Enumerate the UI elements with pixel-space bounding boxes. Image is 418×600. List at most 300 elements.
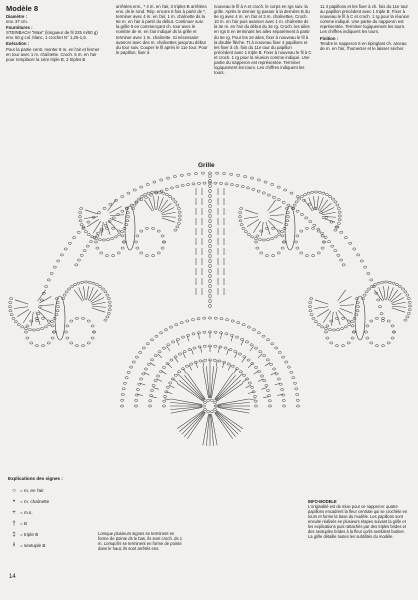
- stick-stitch: [108, 200, 116, 211]
- chain-stitch: [80, 254, 83, 256]
- chain-stitch: [282, 405, 285, 407]
- chain-stitch: [377, 282, 380, 284]
- chain-stitch: [365, 291, 368, 293]
- chain-stitch: [287, 204, 290, 206]
- chain-stitch: [339, 259, 342, 261]
- chain-stitch: [204, 359, 207, 361]
- chain-stitch: [215, 172, 218, 174]
- chain-stitch: [367, 288, 370, 290]
- stick-stitch: [175, 357, 179, 362]
- stick-stitch: [84, 217, 98, 219]
- chain-stitch: [313, 224, 316, 226]
- chain-stitch: [40, 328, 43, 330]
- chain-stitch: [47, 279, 50, 281]
- chain-stitch: [148, 405, 151, 407]
- stick-stitch: [388, 287, 393, 300]
- stick-stitch: [339, 296, 351, 303]
- chain-stitch: [330, 342, 333, 344]
- chain-stitch: [308, 306, 311, 308]
- chain-stitch: [392, 282, 395, 284]
- chain-stitch: [152, 255, 155, 257]
- chain-stitch: [82, 345, 85, 347]
- stick-stitch: [216, 380, 241, 401]
- chain-stitch: [45, 285, 48, 287]
- chain-stitch: [106, 239, 109, 241]
- legend-item: [8, 540, 94, 551]
- stick-stitch: [153, 196, 155, 210]
- chain-stitch: [337, 254, 340, 256]
- info-text: L'originalité est de mise pour ce napperon: quatre papillons encadrent la fleur centrale qui se crochète en tours et forme la base du modèle. Les papillons sont ensuite réalisés en plusieurs étapes suivant la grille et les explications puis rattachés par des triples brides et des sextuples brides à la fleur qu'ils semblent butiner. La grille détaille toutes les subtilités du modèle.: [308, 504, 408, 539]
- chain-stitch: [225, 333, 228, 335]
- chain-stitch: [293, 382, 296, 384]
- column-4-text: 11 4 papillons et les fixer à ch. fois du 11e tour au papillon précédent avec 1 triple B. Fixer à nouveau le fil à C et croch. 1 rg pour la réunion comme indiqué. Une partie du napperon est représentée. Terminer logiquement les tours. Les chiffres indiquent les tours.: [320, 4, 410, 35]
- chain-stitch: [388, 281, 391, 283]
- chain-stitch: [282, 394, 285, 396]
- chain-stitch: [80, 207, 83, 209]
- execution-text: Pour la partie centr. monter 8 m. en l'air et fermer en tour avec 1 m. chaînette. Croch. 5 m. en l'air pour remplacer la 1ère triple B, 2 triples B: [6, 46, 100, 62]
- chain-stitch: [75, 345, 78, 347]
- stick-stitch: [392, 308, 405, 312]
- stick-stitch: [235, 353, 238, 358]
- chain-stitch: [132, 361, 135, 363]
- chain-stitch: [329, 195, 332, 197]
- stick-stitch: [250, 346, 254, 351]
- info-title: INFO-MODELE: [308, 499, 337, 504]
- chain-stitch: [166, 386, 169, 388]
- chain-stitch: [209, 209, 212, 213]
- stick-stitch: [241, 340, 244, 345]
- chain-stitch: [240, 224, 243, 226]
- chain-stitch: [146, 183, 149, 185]
- chain-stitch: [296, 247, 299, 249]
- chain-stitch: [165, 188, 168, 190]
- chain-stitch: [203, 182, 206, 184]
- chain-stitch: [57, 260, 60, 262]
- chain-stitch: [351, 337, 354, 339]
- chain-stitch: [282, 399, 285, 401]
- chain-stitch: [338, 211, 341, 213]
- chain-stitch: [44, 326, 47, 328]
- chain-stitch: [286, 216, 289, 218]
- chain-stitch: [227, 363, 230, 365]
- chain-stitch: [366, 325, 369, 327]
- chain-stitch: [81, 281, 84, 283]
- stick-stitch: [228, 365, 231, 370]
- chain-stitch: [356, 306, 359, 308]
- chain-stitch: [363, 294, 366, 296]
- legend-item: [8, 485, 94, 496]
- stick-stitch: [165, 399, 171, 400]
- legend-item: [8, 518, 94, 529]
- chain-stitch: [209, 279, 212, 283]
- stick-stitch: [179, 380, 204, 401]
- stick-stitch: [304, 200, 312, 211]
- chain-stitch: [14, 321, 17, 323]
- stick-stitch: [31, 312, 33, 326]
- stick-stitch: [242, 379, 247, 383]
- chain-stitch: [178, 215, 181, 217]
- chain-stitch: [274, 236, 277, 238]
- chain-stitch: [133, 189, 136, 191]
- chain-stitch: [103, 207, 106, 209]
- chain-stitch: [187, 173, 190, 175]
- chain-stitch: [353, 317, 356, 319]
- chain-stitch: [231, 320, 234, 322]
- chain-stitch: [300, 230, 303, 232]
- stick-stitch: [391, 297, 404, 303]
- chain-stitch: [176, 226, 179, 228]
- chain-stitch: [342, 317, 345, 319]
- chain-stitch: [180, 174, 183, 176]
- chain-stitch: [8, 306, 11, 308]
- chain-stitch: [97, 212, 100, 214]
- chain-stitch: [336, 329, 339, 331]
- chain-stitch: [344, 237, 347, 239]
- chain-stitch: [122, 388, 125, 390]
- stick-stitch: [238, 373, 242, 377]
- chain-stitch: [380, 313, 383, 315]
- chain-stitch: [204, 401, 207, 403]
- butterfly-body: [355, 296, 365, 340]
- chain-stitch: [175, 324, 178, 326]
- chain-stitch: [91, 325, 94, 327]
- chain-stitch: [252, 188, 255, 190]
- stick-stitch: [387, 286, 389, 300]
- chain-stitch: [146, 343, 149, 345]
- chain-stitch: [171, 198, 174, 200]
- chain-stitch: [282, 356, 285, 358]
- chain-stitch: [370, 279, 373, 281]
- chain-stitch: [157, 230, 160, 232]
- chain-stitch: [282, 201, 285, 203]
- stick-stitch: [167, 346, 171, 351]
- chain-stitch: [326, 337, 329, 339]
- chain-stitch: [209, 264, 212, 268]
- execution-heading: Exécution :: [6, 41, 30, 47]
- finishing-heading: Finition :: [320, 35, 339, 41]
- chain-stitch: [244, 175, 247, 177]
- chain-stitch: [367, 272, 370, 274]
- chain-stitch: [112, 217, 115, 219]
- chain-stitch: [213, 401, 216, 403]
- chain-stitch: [12, 317, 15, 319]
- chain-stitch: [296, 235, 299, 237]
- chain-stitch: [209, 299, 212, 303]
- stick-stitch: [321, 207, 334, 213]
- chain-stitch: [408, 305, 411, 307]
- stick-stitch: [248, 364, 252, 368]
- chain-stitch: [321, 235, 324, 237]
- stick-stitch: [88, 287, 93, 300]
- stick-stitch: [184, 375, 205, 400]
- chain-stitch: [105, 255, 108, 257]
- chain-stitch: [192, 333, 195, 335]
- stick-stitch: [92, 308, 105, 312]
- chain-stitch: [144, 194, 147, 196]
- chain-stitch: [100, 252, 103, 254]
- chain-stitch: [176, 204, 179, 206]
- chain-stitch: [78, 216, 81, 218]
- chain-stitch: [257, 179, 260, 181]
- chain-stitch: [32, 329, 35, 331]
- circle-outline-icon: ○: [12, 487, 16, 494]
- chain-stitch: [135, 399, 138, 401]
- chain-stitch: [47, 320, 50, 322]
- chain-stitch: [372, 285, 375, 287]
- chain-stitch: [140, 230, 143, 232]
- chain-stitch: [30, 342, 33, 344]
- chain-stitch: [181, 336, 184, 338]
- chain-stitch: [308, 203, 311, 205]
- chain-stitch: [317, 323, 320, 325]
- chain-stitch: [174, 356, 177, 358]
- chain-stitch: [381, 320, 384, 322]
- stick-stitch: [392, 306, 406, 307]
- chain-stitch: [310, 297, 313, 299]
- chain-stitch: [87, 233, 90, 235]
- stick-stitch: [144, 200, 152, 211]
- chain-stitch: [51, 321, 54, 323]
- chain-stitch: [60, 254, 63, 256]
- chain-stitch: [404, 319, 407, 321]
- chain-stitch: [296, 210, 299, 212]
- chain-stitch: [176, 186, 179, 188]
- chain-stitch: [382, 317, 385, 319]
- stick-stitch: [263, 397, 269, 398]
- chain-stitch: [56, 306, 59, 308]
- stick-stitch: [173, 379, 178, 383]
- chain-stitch: [262, 192, 265, 194]
- chain-stitch: [170, 359, 173, 361]
- chain-stitch: [136, 235, 139, 237]
- stick-stitch: [87, 286, 89, 300]
- chain-stitch: [399, 285, 402, 287]
- chain-stitch: [162, 366, 165, 368]
- chain-stitch: [95, 284, 98, 286]
- chain-stitch: [237, 174, 240, 176]
- chain-stitch: [220, 318, 223, 320]
- chain-stitch: [290, 371, 293, 373]
- chain-stitch: [121, 235, 124, 237]
- chain-stitch: [209, 194, 212, 198]
- chain-stitch: [121, 247, 124, 249]
- chain-stitch: [229, 349, 232, 351]
- chain-stitch: [347, 320, 350, 322]
- chain-stitch: [404, 291, 407, 293]
- chain-stitch: [265, 255, 268, 257]
- chain-stitch: [254, 400, 257, 402]
- plus-icon: +: [12, 509, 16, 516]
- column-2-text: arrêtées ens., * 4 m. en l'air, 3 triples B arrêtées ens. ds le rond. Rép. encore 6 fois à partir de *, terminer avec 4 m. en l'air, 1 m. chaînette ds la 5e m. en l'air à partir du début. Continuer suiv. la grille tt en commençant ch. tour avec le nombre de m. en l'air indiqué ds la grille et terminer avec 1 m. chaînette. Si nécessaire avancer avec des m. chaînettes jusqu'au début du tour suiv. Couper le fil après le 11e tour. Pour le papillon, fixer à: [116, 4, 208, 55]
- chain-stitch: [244, 231, 247, 233]
- chain-stitch: [304, 194, 307, 196]
- chain-stitch: [63, 294, 66, 296]
- chain-stitch: [281, 235, 284, 237]
- chain-stitch: [209, 259, 212, 263]
- stick-stitch: [177, 373, 181, 377]
- chain-stitch: [260, 252, 263, 254]
- chain-stitch: [121, 231, 124, 233]
- chain-stitch: [142, 347, 145, 349]
- chain-stitch: [178, 219, 181, 221]
- chain-stitch: [38, 306, 41, 308]
- chain-stitch: [64, 248, 67, 250]
- chain-stitch: [239, 371, 242, 373]
- stick-stitch: [270, 218, 283, 223]
- chain-stitch: [331, 198, 334, 200]
- chain-stitch: [247, 326, 250, 328]
- chain-stitch: [157, 252, 160, 254]
- chain-stitch: [107, 297, 110, 299]
- chain-stitch: [51, 337, 54, 339]
- chain-stitch: [260, 375, 263, 377]
- chain-stitch: [10, 297, 13, 299]
- stick-stitch: [338, 290, 346, 301]
- chain-stitch: [255, 347, 258, 349]
- chain-stitch: [251, 236, 254, 238]
- chain-stitch: [197, 182, 200, 184]
- chain-stitch: [270, 363, 273, 365]
- chain-stitch: [271, 183, 274, 185]
- chain-stitch: [66, 325, 69, 327]
- stick-stitch: [150, 363, 155, 367]
- chain-stitch: [163, 400, 166, 402]
- chain-stitch: [366, 337, 369, 339]
- chain-stitch: [136, 388, 139, 390]
- stick-stitch: [245, 210, 258, 214]
- chain-stitch: [247, 233, 250, 235]
- chain-stitch: [219, 182, 222, 184]
- chain-stitch: [334, 250, 337, 252]
- chain-stitch: [28, 329, 31, 331]
- chain-stitch: [79, 220, 82, 222]
- chain-stitch: [322, 192, 325, 194]
- chart-title: Grille: [198, 162, 215, 169]
- stick-stitch: [149, 197, 154, 210]
- chain-stitch: [94, 241, 97, 243]
- chain-stitch: [135, 394, 138, 396]
- stick-stitch: [151, 397, 157, 398]
- stick-stitch: [379, 287, 384, 300]
- chain-stitch: [245, 341, 248, 343]
- legend-item: [8, 507, 94, 518]
- chain-stitch: [264, 181, 267, 183]
- chain-stitch: [305, 227, 308, 229]
- chain-stitch: [70, 285, 73, 287]
- chain-stitch: [186, 320, 189, 322]
- stick-stitch: [261, 387, 267, 389]
- chain-stitch: [309, 301, 312, 303]
- chain-stitch: [70, 342, 73, 344]
- chain-stitch: [209, 219, 212, 223]
- chain-stitch: [42, 317, 45, 319]
- chain-stitch: [83, 250, 86, 252]
- chain-stitch: [401, 288, 404, 290]
- chain-stitch: [96, 235, 99, 237]
- chain-stitch: [98, 239, 101, 241]
- stick-stitch: [247, 219, 259, 227]
- stick-stitch: [83, 286, 85, 300]
- chain-stitch: [142, 373, 145, 375]
- stick-stitch: [153, 387, 159, 389]
- stick-stitch: [317, 309, 329, 317]
- chain-stitch: [257, 190, 260, 192]
- chain-stitch: [88, 281, 91, 283]
- chain-stitch: [209, 214, 212, 218]
- chain-stitch: [174, 374, 177, 376]
- chain-stitch: [214, 331, 217, 333]
- stick-stitch: [331, 312, 333, 326]
- chain-stitch: [281, 231, 284, 233]
- chain-stitch: [62, 297, 65, 299]
- chain-stitch: [35, 345, 38, 347]
- stick-stitch: [162, 218, 175, 222]
- chain-stitch: [209, 174, 212, 178]
- stick-stitch: [14, 307, 28, 309]
- chain-stitch: [209, 199, 212, 203]
- chain-stitch: [165, 194, 168, 196]
- chain-stitch: [214, 345, 217, 347]
- stick-stitch: [176, 340, 179, 345]
- chain-stitch: [209, 269, 212, 273]
- chain-stitch: [26, 337, 29, 339]
- chain-stitch: [80, 224, 83, 226]
- chain-stitch: [181, 184, 184, 186]
- stick-stitch: [322, 212, 336, 215]
- chain-stitch: [208, 317, 211, 319]
- chain-stitch: [9, 301, 12, 303]
- chain-stitch: [377, 299, 380, 301]
- chain-stitch: [277, 230, 280, 232]
- chain-stitch: [268, 400, 271, 402]
- chain-stitch: [265, 384, 268, 386]
- chain-stitch: [406, 316, 409, 318]
- chain-stitch: [370, 320, 373, 322]
- stick-stitch: [318, 197, 323, 210]
- chain-stitch: [154, 380, 157, 382]
- chain-stitch: [262, 335, 265, 337]
- chain-stitch: [360, 260, 363, 262]
- chain-stitch: [70, 320, 73, 322]
- column-4: [320, 4, 412, 52]
- chain-stitch: [407, 312, 410, 314]
- chain-stitch: [254, 238, 257, 240]
- chain-stitch: [391, 325, 394, 327]
- chain-stitch: [126, 220, 129, 222]
- chain-stitch: [125, 377, 128, 379]
- stick-stitch: [268, 200, 276, 211]
- chain-stitch: [209, 244, 212, 248]
- chain-stitch: [312, 227, 315, 229]
- chain-stitch: [24, 331, 27, 333]
- chain-stitch: [357, 254, 360, 256]
- chain-stitch: [296, 405, 299, 407]
- legend-label: = triple B: [20, 532, 39, 537]
- stick-stitch: [106, 222, 110, 235]
- chain-stitch: [50, 272, 53, 274]
- chain-stitch: [84, 231, 87, 233]
- chain-stitch: [209, 229, 212, 233]
- chain-stitch: [170, 187, 173, 189]
- stick-stitch: [215, 412, 236, 437]
- chain-stitch: [235, 336, 238, 338]
- chain-stitch: [208, 172, 211, 174]
- chain-stitch: [250, 386, 253, 388]
- chain-stitch: [207, 411, 210, 413]
- chain-stitch: [160, 179, 163, 181]
- info-box: [308, 499, 408, 539]
- chain-stitch: [152, 227, 155, 229]
